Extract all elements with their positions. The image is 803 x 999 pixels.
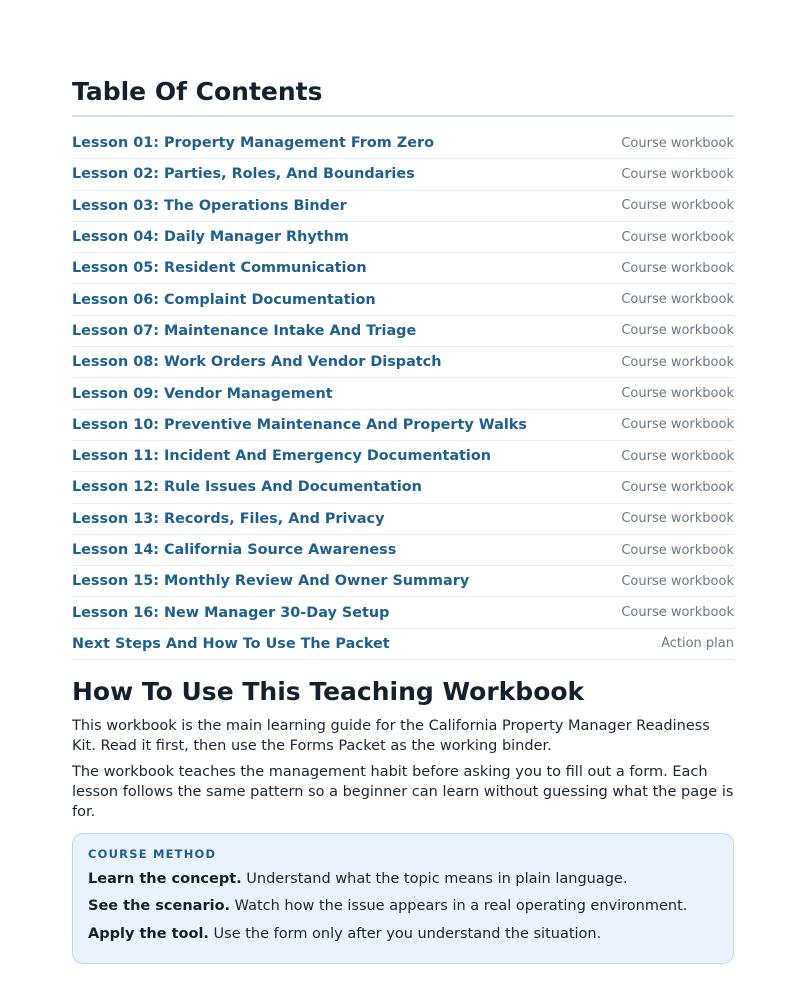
method-step-title: Apply the tool.: [88, 926, 209, 943]
toc-row: [72, 378, 734, 409]
toc-link[interactable]: Lesson 04: Daily Manager Rhythm: [72, 229, 349, 246]
toc-row: [72, 222, 734, 253]
method-step-text: Watch how the issue appears in a real operating environment.: [230, 898, 688, 915]
toc-link[interactable]: Lesson 06: Complaint Documentation: [72, 291, 376, 308]
toc-link[interactable]: Lesson 13: Records, Files, And Privacy: [72, 510, 385, 527]
toc-tag: Course workbook: [621, 417, 734, 433]
toc-link[interactable]: Lesson 14: California Source Awareness: [72, 542, 397, 558]
toc-row: [72, 535, 734, 566]
toc-tag: Course workbook: [621, 229, 734, 245]
method-step: [88, 869, 718, 889]
toc-row: [72, 316, 734, 347]
toc-tag: Course workbook: [621, 605, 734, 621]
toc-tag: Course workbook: [621, 511, 734, 527]
toc-tag: Course workbook: [621, 386, 734, 402]
toc-tag: Course workbook: [621, 573, 734, 589]
method-step-title: Learn the concept.: [88, 870, 242, 887]
toc-list: [72, 128, 734, 660]
toc-row: [72, 410, 734, 441]
toc-link[interactable]: Lesson 01: Property Management From Zero: [72, 135, 434, 152]
method-step: [88, 896, 718, 916]
toc-link[interactable]: Lesson 05: Resident Communication: [72, 260, 367, 277]
toc-link[interactable]: Lesson 07: Maintenance Intake And Triage: [72, 322, 417, 339]
section-title: How To Use This Teaching Workbook: [72, 677, 585, 707]
toc-tag: Course workbook: [621, 260, 734, 276]
toc-title: Table Of Contents: [72, 0, 734, 117]
toc-tag: Course workbook: [621, 479, 734, 495]
toc-link[interactable]: Lesson 15: Monthly Review And Owner Summary: [72, 573, 470, 590]
toc-row: [72, 472, 734, 503]
toc-tag: Course workbook: [621, 135, 734, 151]
method-paragraph: The workbook teaches the management habit before asking you to fill out a form. Each lesson follows the same pattern so a beginner can learn without guessing what the page is for.: [72, 764, 734, 821]
toc-row: [72, 284, 734, 315]
toc-row: [72, 347, 734, 378]
toc-tag: Course workbook: [621, 354, 734, 370]
toc-row: [72, 253, 734, 284]
toc-tag: Course workbook: [621, 542, 734, 558]
method-step-text: Use the form only after you understand the situation.: [208, 926, 602, 943]
toc-row: [72, 597, 734, 628]
toc-tag: Course workbook: [621, 323, 734, 339]
toc-row: [72, 128, 734, 159]
toc-link[interactable]: Next Steps And How To Use The Packet: [72, 635, 390, 652]
toc-link[interactable]: Lesson 12: Rule Issues And Documentation: [72, 479, 422, 496]
toc-link[interactable]: Lesson 03: The Operations Binder: [72, 197, 347, 214]
method-step: [88, 924, 718, 944]
toc-row: [72, 159, 734, 190]
toc-row: [72, 566, 734, 597]
toc-link[interactable]: Lesson 02: Parties, Roles, And Boundaries: [72, 166, 415, 183]
intro-paragraph: This workbook is the main learning guide for the California Property Manager Readiness Kit. Read it first, then use the Forms Packet as the working binder.: [72, 718, 710, 755]
toc-row: [72, 629, 734, 660]
method-step-text: Understand what the topic means in plain language.: [241, 870, 628, 887]
toc-link[interactable]: Lesson 08: Work Orders And Vendor Dispatch: [72, 354, 442, 371]
toc-tag: Course workbook: [621, 292, 734, 308]
toc-tag: Course workbook: [621, 448, 734, 464]
callout-label: COURSE METHOD: [88, 847, 217, 862]
toc-row: [72, 191, 734, 222]
toc-tag: Course workbook: [621, 166, 734, 182]
method-step-title: See the scenario.: [88, 898, 231, 915]
toc-link[interactable]: Lesson 11: Incident And Emergency Documentation: [72, 448, 491, 465]
toc-link[interactable]: Lesson 10: Preventive Maintenance And Property Walks: [72, 416, 527, 433]
toc-link[interactable]: Lesson 09: Vendor Management: [72, 385, 333, 402]
toc-row: [72, 441, 734, 472]
toc-tag: Action plan: [661, 636, 734, 652]
toc-row: [72, 504, 734, 535]
toc-tag: Course workbook: [621, 198, 734, 214]
toc-link[interactable]: Lesson 16: New Manager 30-Day Setup: [72, 604, 390, 621]
course-method-callout: [72, 833, 734, 964]
